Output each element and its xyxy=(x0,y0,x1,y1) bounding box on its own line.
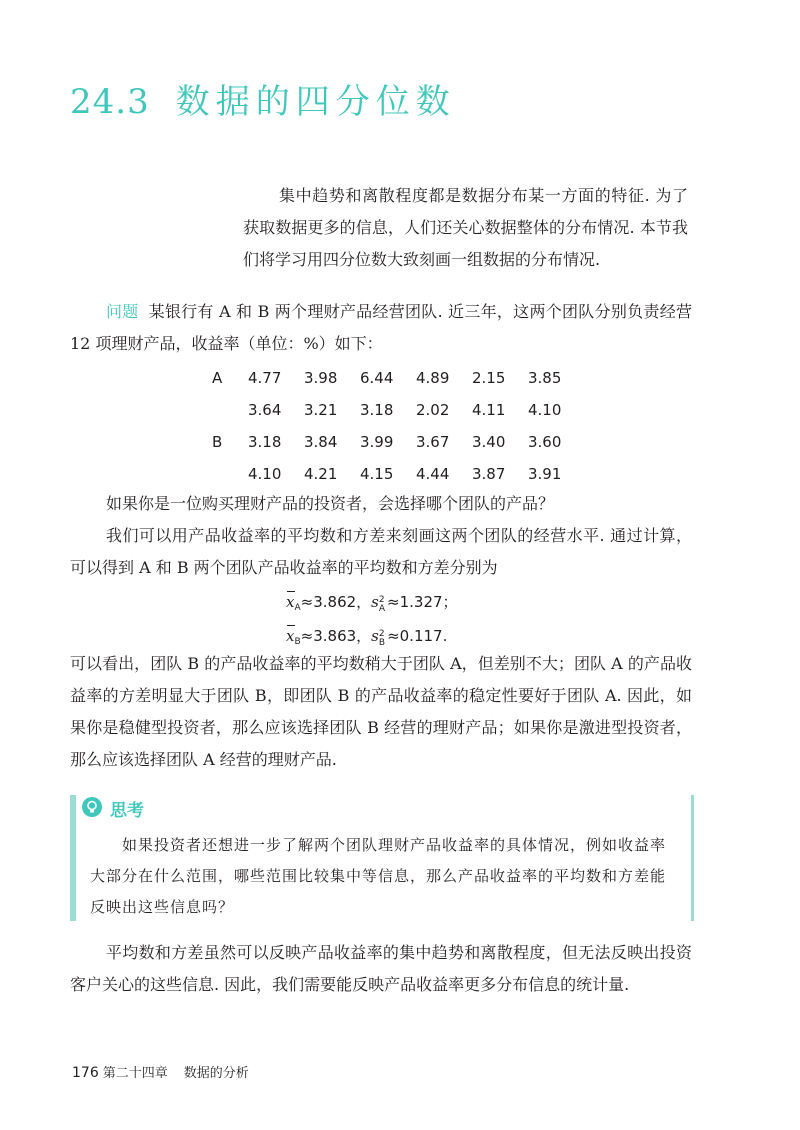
table-cell: 4.44 xyxy=(416,465,450,483)
formula-team-a: $x_A\approx 3.862$，s2 A ≈1.327； xyxy=(286,593,458,614)
table-cell: 4.89 xyxy=(416,369,450,387)
table-cell: 4.11 xyxy=(472,401,506,419)
mean-symbol: x xyxy=(286,593,295,611)
table-cell: 6.44 xyxy=(360,369,394,387)
table-cell: 3.99 xyxy=(360,433,394,451)
table-cell: 4.15 xyxy=(360,465,394,483)
method-paragraph: 我们可以用产品收益率的平均数和方差来刻画这两个团队的经营水平. 通过计算，可以得到 A 和 B 两个团队产品收益率的平均数和方差分别为 xyxy=(70,526,692,577)
problem-label: 问题 xyxy=(106,302,139,321)
formula-team-b: $x_B\approx 3.863$，s2 B ≈0.117. xyxy=(286,627,448,648)
row-team-label: B xyxy=(212,433,223,451)
table-cell: 3.40 xyxy=(472,433,506,451)
table-cell: 3.87 xyxy=(472,465,506,483)
page-number: 176 xyxy=(72,1065,99,1081)
table-row xyxy=(212,394,584,426)
table-cell: 3.21 xyxy=(304,401,338,419)
row-team-label xyxy=(212,458,248,490)
problem-text: 某银行有 A 和 B 两个理财产品经营团队. 近三年，这两个团队分别负责经营 12 项理财产品，收益率（单位：%）如下： xyxy=(70,302,692,353)
think-text: 如果投资者还想进一步了解两个团队理财产品收益率的具体情况，例如收益率大部分在什么范围，哪些范围比较集中等信息，那么产品收益率的平均数和方差能反映出这些信息吗？ xyxy=(90,836,667,916)
table-cell: 3.85 xyxy=(528,369,562,387)
table-cell: 3.60 xyxy=(528,433,562,451)
chapter-title: 数据的分析 xyxy=(183,1066,249,1081)
page-footer xyxy=(72,1062,249,1081)
closing-paragraph: 平均数和方差虽然可以反映产品收益率的集中趋势和离散程度，但无法反映出投资客户关心的这些信息. 因此，我们需要能反映产品收益率更多分布信息的统计量. xyxy=(70,943,692,994)
intro-paragraph: 集中趋势和离散程度都是数据分布某一方面的特征. 为了获取数据更多的信息，人们还关心数据整体的分布情况. 本节我们将学习用四分位数大致刻画一组数据的分布情况. xyxy=(243,186,688,269)
row-team-label: A xyxy=(212,369,223,387)
table-cell: 3.18 xyxy=(248,433,282,451)
problem-paragraph xyxy=(70,296,692,360)
conclusion-paragraph: 可以看出，团队 B 的产品收益率的平均数稍大于团队 A，但差别不大；团队 A 的产品收益率的方差明显大于团队 B，即团队 B 的产品收益率的稳定性要好于团队 A. 因此，如果你是稳健型投资者，那么应该选择团队 B 经营的理财产品；如果你是激进型投资者，那么应该选择团队 A 经营的理财产品. xyxy=(70,654,692,769)
lightbulb-icon xyxy=(82,797,102,817)
table-row xyxy=(212,426,584,458)
section-number: 24.3 xyxy=(70,82,150,122)
mean-b-value: ≈3.863， xyxy=(300,627,372,645)
table-row xyxy=(212,362,584,394)
variance-b-value: ≈0.117. xyxy=(387,627,448,645)
table-cell: 2.15 xyxy=(472,369,506,387)
table-cell: 3.98 xyxy=(304,369,338,387)
variance-a-value: ≈1.327； xyxy=(387,593,458,611)
table-cell: 3.64 xyxy=(248,401,282,419)
table-cell: 4.10 xyxy=(248,465,282,483)
table-cell: 4.21 xyxy=(304,465,338,483)
table-cell: 4.10 xyxy=(528,401,562,419)
table-cell: 3.67 xyxy=(416,433,450,451)
mean-a-value: ≈3.862， xyxy=(300,593,372,611)
think-title: 思考 xyxy=(110,801,144,821)
row-team-label xyxy=(212,394,248,426)
section-title: 数据的四分位数 xyxy=(175,82,456,122)
mean-symbol: x xyxy=(286,627,295,645)
question-paragraph: 如果你是一位购买理财产品的投资者，会选择哪个团队的产品？ xyxy=(106,494,555,513)
table-cell: 2.02 xyxy=(416,401,450,419)
table-cell: 3.18 xyxy=(360,401,394,419)
table-cell: 3.84 xyxy=(304,433,338,451)
table-row xyxy=(212,458,584,490)
section-heading xyxy=(70,74,456,123)
table-cell: 4.77 xyxy=(248,369,282,387)
returns-table xyxy=(212,362,584,490)
chapter-label: 第二十四章 xyxy=(102,1066,168,1081)
table-cell: 3.91 xyxy=(528,465,562,483)
